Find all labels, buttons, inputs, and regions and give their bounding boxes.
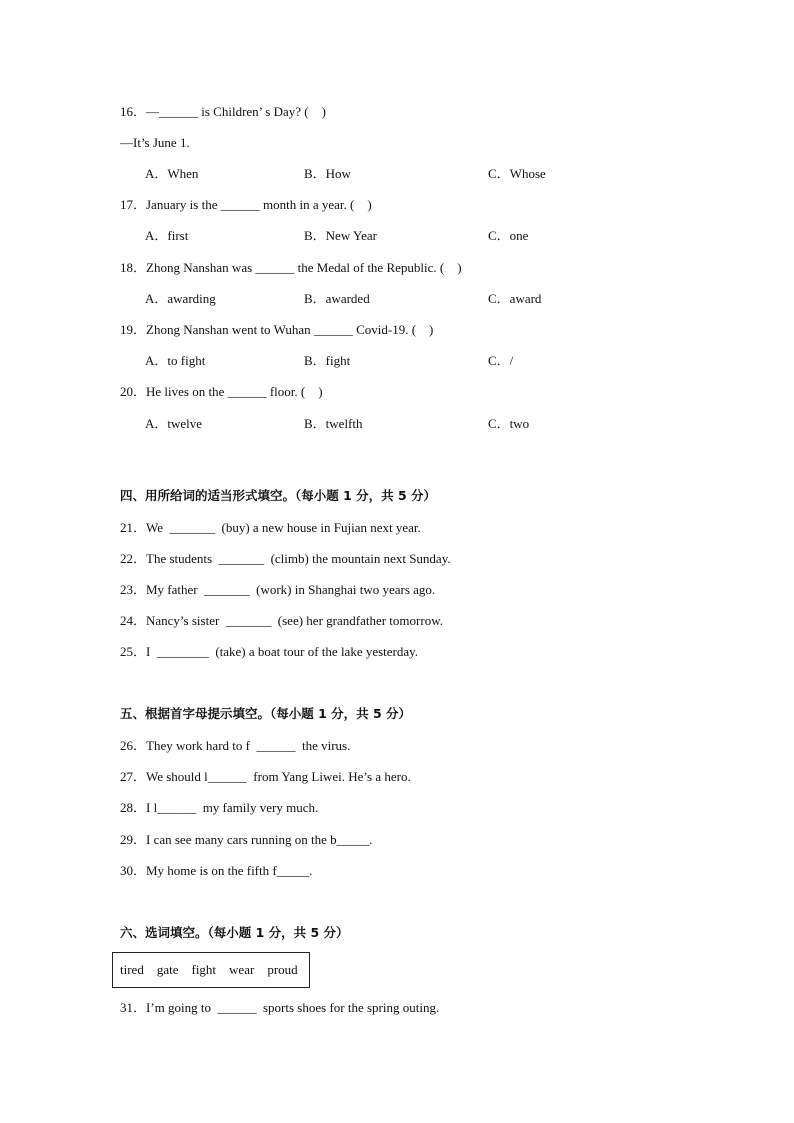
question-29: 29．I can see many cars running on the b_____. [120, 832, 373, 847]
section-5-heading: 五、根据首字母提示填空。（每小题 1 分，共 5 分） [120, 706, 412, 721]
question-17: 17．January is the ______ month in a year. ( ) [120, 197, 372, 212]
q19-option-b: B．fight [304, 353, 351, 368]
q20-option-c: C．two [488, 416, 530, 431]
word-bank-word: tired [120, 962, 144, 977]
word-bank-word: wear [229, 962, 255, 977]
word-bank-word: gate [156, 962, 179, 977]
q16-option-b: B．How [304, 166, 351, 181]
q17-option-a: A．first [145, 228, 189, 243]
section-4-heading: 四、用所给词的适当形式填空。（每小题 1 分，共 5 分） [120, 488, 437, 503]
q16-option-c: C．Whose [488, 166, 546, 181]
word-bank-word: fight [191, 962, 217, 977]
question-24: 24．Nancy’s sister _______ (see) her grandfather tomorrow. [120, 613, 443, 628]
q16-option-a: A．When [145, 166, 199, 181]
q19-option-c: C．/ [488, 353, 514, 368]
q20-option-b: B．twelfth [304, 416, 363, 431]
question-16: 16．—______ is Children’ s Day? ( ) [120, 104, 326, 119]
question-16-answer-line: —It’s June 1. [120, 135, 190, 150]
word-bank-word: proud [267, 962, 298, 977]
question-22: 22．The students _______ (climb) the mountain next Sunday. [120, 551, 451, 566]
q19-option-a: A．to fight [145, 353, 206, 368]
question-18: 18．Zhong Nanshan was ______ the Medal of the Republic. ( ) [120, 260, 462, 275]
q17-option-b: B．New Year [304, 228, 377, 243]
question-23: 23．My father _______ (work) in Shanghai two years ago. [120, 582, 436, 597]
question-27: 27．We should l______ from Yang Liwei. He’s a hero. [120, 769, 411, 784]
q17-option-c: C．one [488, 228, 529, 243]
section-6-heading: 六、选词填空。（每小题 1 分，共 5 分） [120, 925, 349, 940]
q18-option-c: C．award [488, 291, 542, 306]
question-31: 31．I’m going to ______ sports shoes for the spring outing. [120, 1000, 440, 1015]
question-30: 30．My home is on the fifth f_____. [120, 863, 313, 878]
question-25: 25．I ________ (take) a boat tour of the lake yesterday. [120, 644, 419, 659]
word-bank-box [112, 952, 310, 988]
q20-option-a: A．twelve [145, 416, 203, 431]
question-28: 28．I l______ my family very much. [120, 800, 319, 815]
question-26: 26．They work hard to f ______ the virus. [120, 738, 351, 753]
question-21: 21．We _______ (buy) a new house in Fujian next year. [120, 520, 421, 535]
q18-option-a: A．awarding [145, 291, 216, 306]
q18-option-b: B．awarded [304, 291, 370, 306]
question-20: 20．He lives on the ______ floor. ( ) [120, 384, 323, 399]
question-19: 19．Zhong Nanshan went to Wuhan ______ Covid-19. ( ) [120, 322, 434, 337]
